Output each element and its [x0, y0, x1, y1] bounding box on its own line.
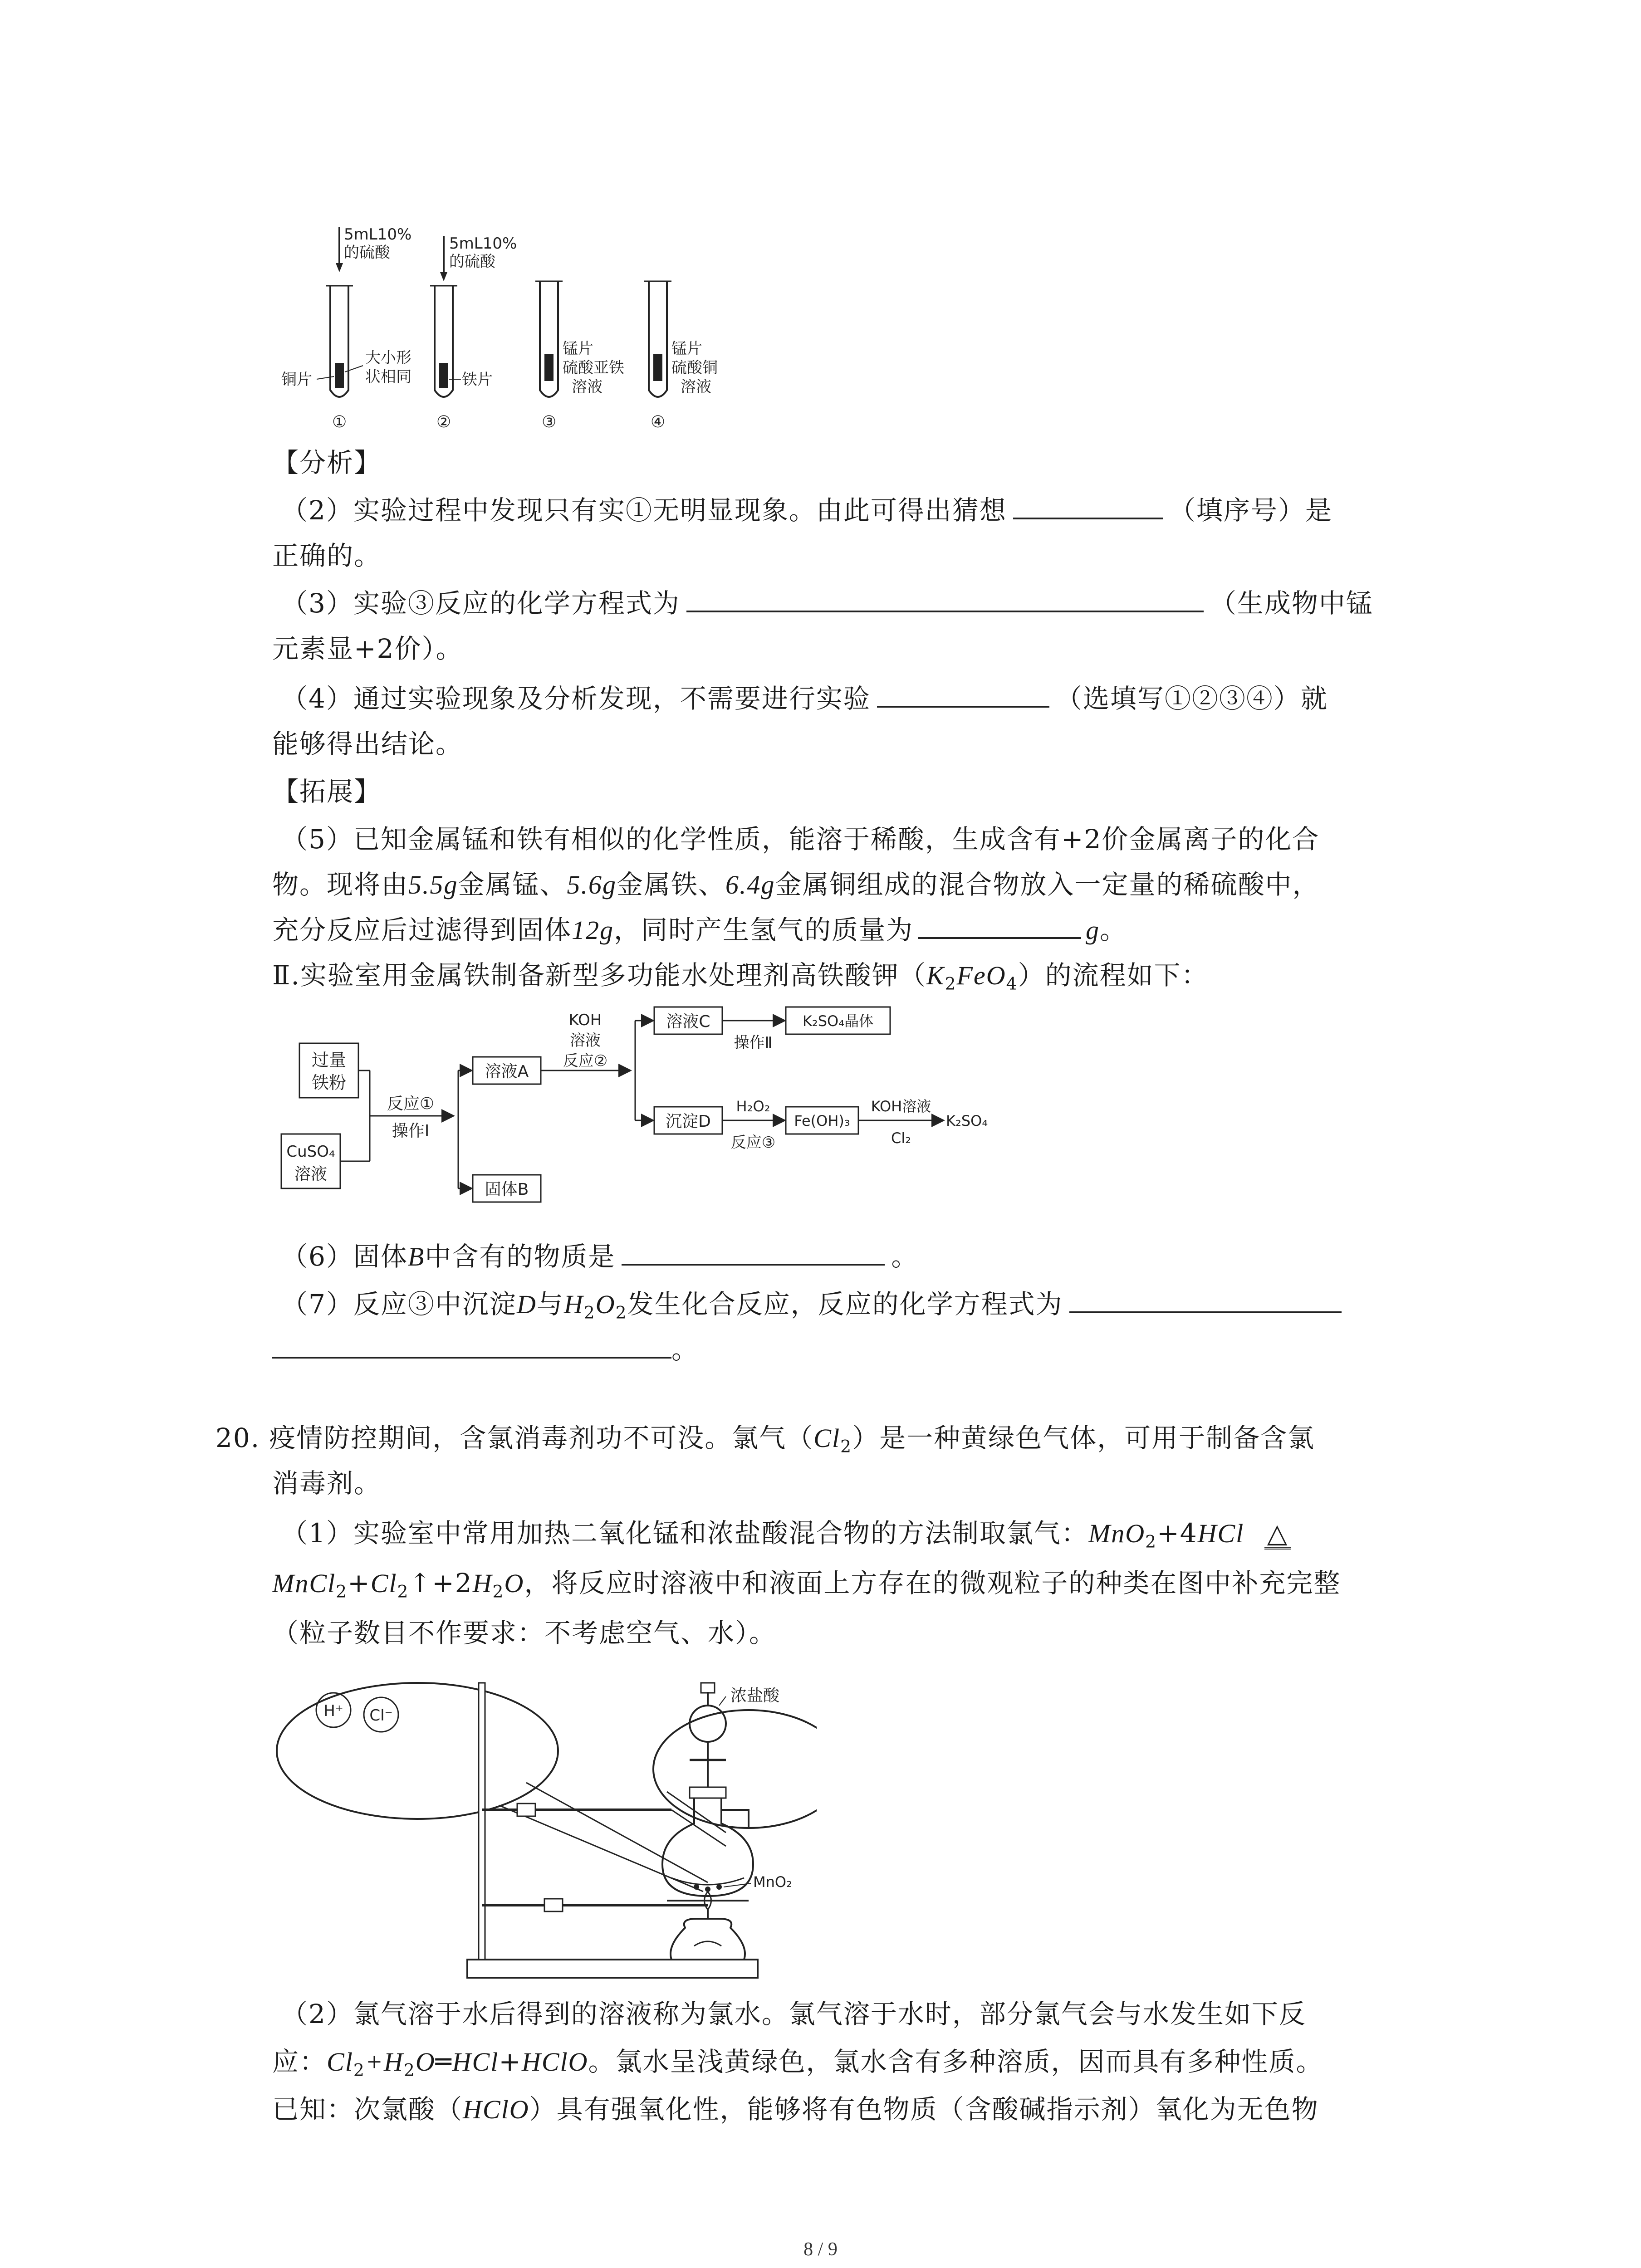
h2o2-label: H₂O₂: [736, 1098, 770, 1115]
stand-rod: [479, 1683, 485, 1960]
q5-line2: 物。现将由5.5g金属锰、5.6g金属铁、6.4g金属铜组成的混合物放入一定量的稀硫酸中，: [272, 869, 1320, 900]
q5-line1: （5）已知金属锰和铁有相似的化学性质，能溶于稀酸，生成含有+2价金属离子的化合: [281, 824, 1320, 855]
q3-line1: （3）实验③反应的化学方程式为 （生成物中锰: [281, 585, 1373, 621]
h-ion: H⁺: [323, 1702, 343, 1720]
part2-intro: Ⅱ.实验室用金属铁制备新型多功能水处理剂高铁酸钾$(K_2FeO_4)$的流程如下：: [272, 960, 1209, 994]
koh2-label: KOH溶液: [871, 1098, 931, 1115]
box-precD-text: 沉淀D: [666, 1112, 711, 1131]
box-fe-l1: 过量: [311, 1050, 347, 1070]
reagent2-line1: 5mL10%: [449, 235, 517, 253]
cl2-label: Cl₂: [891, 1129, 911, 1147]
q20-2-line1: （2）氯气溶于水后得到的溶液称为氯水。氯气溶于水时，部分氯气会与水发生如下反: [281, 1999, 1306, 2029]
q20-2-line2: 应：$Cl_2+H_2O═HCl+HClO$。氯水呈浅黄绿色，氯水含有多种溶质，因而具有多种性质。: [272, 2046, 1323, 2080]
mn-strip-3: [544, 354, 554, 381]
copper-strip: [335, 363, 344, 388]
q20-1-line1: （1）实验室中常用加热二氧化锰和浓盐酸混合物的方法制取氯气：MnO$_2$+4HCl △: [281, 1515, 1291, 1552]
bubble-solution: [277, 1683, 558, 1819]
label-fe: 铁片: [462, 371, 493, 389]
r2-label: 反应②: [563, 1052, 608, 1070]
q20-1-line3: （粒子数目不作要求：不考虑空气、水）。: [272, 1618, 777, 1648]
reagent1-line2: 的硫酸: [344, 244, 390, 262]
box-feoh3-text: Fe(OH)₃: [794, 1112, 850, 1129]
num-2: ②: [436, 413, 451, 431]
koh-label: KOH: [568, 1011, 602, 1029]
label-mn3-3: 溶液: [572, 378, 603, 396]
cl-ion: Cl⁻: [369, 1706, 393, 1725]
alcohol-lamp: [671, 1919, 745, 1960]
box-fe-l2: 铁粉: [311, 1073, 347, 1093]
q20-line1: 20. 疫情防控期间，含氯消毒剂功不可没。氯气$(Cl_2)$是一种黄绿色气体，可用于制备含氯: [216, 1422, 1315, 1457]
box-cuso4-l1: CuSO₄: [286, 1143, 335, 1161]
flowchart-figure: [272, 1002, 1043, 1229]
box-cuso4-l2: 溶液: [294, 1165, 328, 1183]
stand-base: [467, 1960, 758, 1978]
q5-line3: 充分反应后过滤得到固体12g，同时产生氢气的质量为 g。: [272, 912, 1127, 948]
q2-line1: （2）实验过程中发现只有实①无明显现象。由此可得出猜想 （填序号）是: [281, 492, 1332, 528]
koh-sol-label: 溶液: [570, 1031, 601, 1050]
section-expand: 【拓展】: [272, 776, 382, 807]
separatory-funnel: [690, 1706, 726, 1742]
reagent2-line2: 的硫酸: [449, 253, 495, 271]
r1-label: 反应①: [387, 1095, 435, 1113]
num-4: ④: [651, 413, 666, 431]
test-tube-figure: [272, 218, 771, 435]
label-mn3-2: 硫酸亚铁: [563, 359, 624, 377]
q5-blank[interactable]: [918, 913, 1081, 939]
q4-line1: （4）通过实验现象及分析发现，不需要进行实验 （选填写①②③④）就: [281, 680, 1328, 717]
label-mno2: MnO₂: [753, 1873, 792, 1891]
k2so4-product: K₂SO₄: [946, 1112, 988, 1129]
test-tube-svg: [272, 218, 771, 435]
label-mn4-3: 溶液: [681, 378, 711, 396]
label-mn3-1: 锰片: [563, 340, 593, 358]
mn-strip-4: [653, 354, 662, 381]
q2-line2: 正确的。: [272, 540, 382, 571]
page-number: 8 / 9: [803, 2239, 838, 2260]
label-hcl-conc: 浓盐酸: [730, 1686, 780, 1705]
q6-line: （6）固体B中含有的物质是 。: [281, 1238, 918, 1275]
box-solC-text: 溶液C: [666, 1012, 710, 1031]
reagent1-line1: 5mL10%: [344, 225, 412, 244]
r3-label: 反应③: [730, 1134, 776, 1152]
q4-line2: 能够得出结论。: [272, 728, 463, 759]
label-mn4-2: 硫酸铜: [671, 359, 718, 377]
q7-line2: 。: [272, 1331, 699, 1368]
section-analysis: 【分析】: [272, 447, 382, 478]
iron-strip: [439, 363, 448, 388]
q20-line2: 消毒剂。: [272, 1468, 382, 1499]
op2-label: 操作Ⅱ: [734, 1034, 773, 1052]
num-3: ③: [542, 413, 557, 431]
q7-blank-2[interactable]: [272, 1332, 671, 1359]
q7-blank-1[interactable]: [1069, 1287, 1342, 1313]
apparatus-figure: [272, 1674, 817, 1982]
q6-blank[interactable]: [622, 1239, 885, 1266]
apparatus-svg: [272, 1674, 817, 1982]
q4-blank[interactable]: [877, 681, 1049, 708]
q7-line1: （7）反应③中沉淀D与$H_2O_2$发生化合反应，反应的化学方程式为: [281, 1286, 1342, 1323]
label-cu: 铜片: [281, 371, 312, 389]
q20-1-line2: $MnCl_2+Cl_2↑+2H_2O$，将反应时溶液中和液面上方存在的微观粒子的种类在图中补充完整: [272, 1568, 1341, 1602]
box-solidB-text: 固体B: [485, 1180, 529, 1199]
label-mn4-1: 锰片: [671, 340, 702, 358]
op1-label: 操作Ⅰ: [392, 1122, 430, 1140]
q2-blank[interactable]: [1013, 493, 1163, 519]
box-solA-text: 溶液A: [485, 1062, 529, 1081]
label-same-1: 大小形: [365, 349, 411, 367]
num-1: ①: [332, 413, 347, 431]
flowchart-svg: [272, 1002, 1043, 1229]
heat-symbol: △: [1264, 1520, 1291, 1549]
box-k2so4-crystal-text: K₂SO₄晶体: [802, 1012, 874, 1030]
q3-line2: 元素显+2价）。: [272, 633, 463, 664]
label-same-2: 状相同: [365, 368, 411, 386]
q3-blank[interactable]: [686, 586, 1204, 612]
q20-2-line3: 已知：次氯酸（HClO）具有强氧化性，能够将有色物质（含酸碱指示剂）氧化为无色物: [272, 2094, 1319, 2125]
